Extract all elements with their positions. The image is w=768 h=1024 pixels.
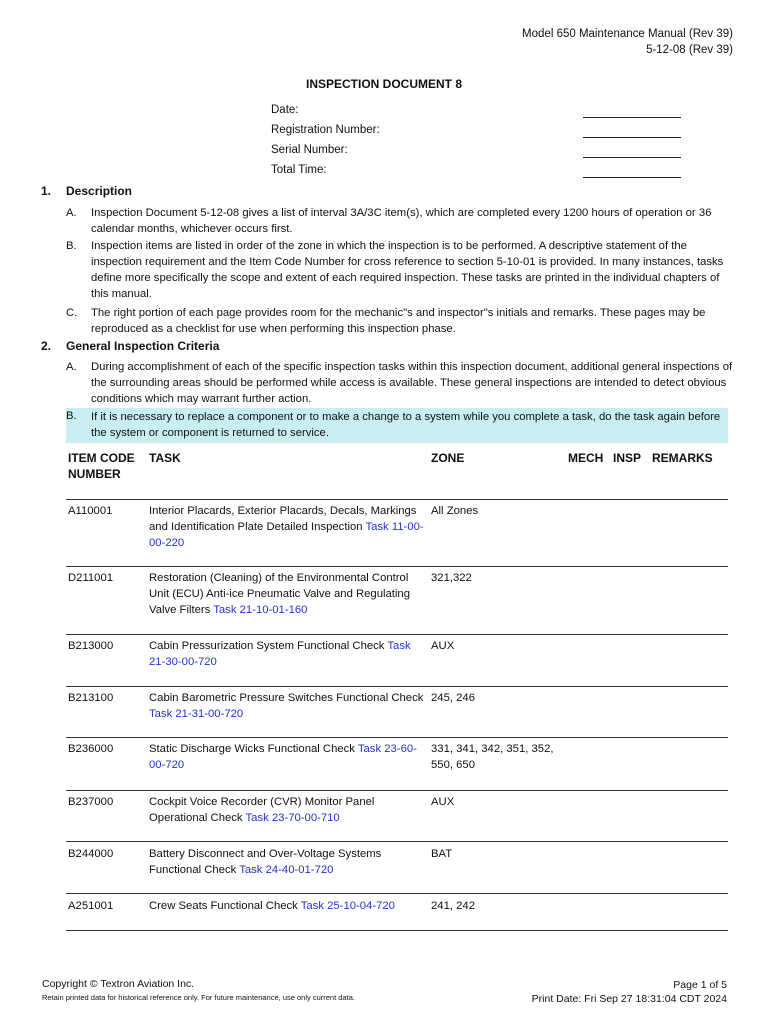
task-text: Crew Seats Functional Check <box>149 900 298 912</box>
total-time-blank <box>583 177 681 178</box>
zone-cell: 245, 246 <box>431 692 475 704</box>
page-footer-right <box>532 978 727 1006</box>
task-reference-link[interactable]: Task 23-70-00-710 <box>245 812 340 824</box>
print-date: Print Date: Fri Sep 27 18:31:04 CDT 2024 <box>531 993 727 1005</box>
page-number: Page 1 of 5 <box>673 979 727 991</box>
date-label: Date: <box>271 104 299 116</box>
task-cell <box>149 741 429 773</box>
zone-cell: 241, 242 <box>431 900 475 912</box>
task-reference-link[interactable]: Task 24-40-01-720 <box>239 864 334 876</box>
date-blank <box>583 117 681 118</box>
column-header-task: TASK <box>149 451 181 465</box>
item-code: B237000 <box>68 796 114 808</box>
header-text: NUMBER <box>68 467 121 481</box>
task-text: Battery Disconnect and Over-Voltage Systems Functional Check <box>149 848 382 876</box>
table-rule <box>66 841 728 842</box>
paragraph-letter: B. <box>66 410 77 422</box>
task-text: Cabin Barometric Pressure Switches Functional Check <box>149 692 424 704</box>
table-rule <box>66 566 728 567</box>
zone-cell: 331, 341, 342, 351, 352, 550, 650 <box>431 743 554 771</box>
task-text: Cockpit Voice Recorder (CVR) Monitor Panel Operational Check <box>149 796 375 824</box>
task-reference-link[interactable]: Task 21-10-01-160 <box>213 604 308 616</box>
zone-cell: All Zones <box>431 505 479 517</box>
paragraph-2a <box>66 359 736 407</box>
item-code: D211001 <box>68 572 114 584</box>
task-cell <box>149 898 429 914</box>
serial-number-blank <box>583 157 681 158</box>
paragraph-1b <box>66 238 736 302</box>
paragraph-letter: B. <box>66 240 77 252</box>
task-reference-link[interactable]: Task 21-31-00-720 <box>149 708 244 720</box>
document-revision: 5-12-08 (Rev 39) <box>646 44 733 56</box>
task-cell <box>149 846 429 878</box>
registration-number-label: Registration Number: <box>271 124 380 136</box>
task-text: Restoration (Cleaning) of the Environmental Control Unit (ECU) Anti-ice Pneumatic Valve and Regulating Valve Filters <box>149 572 410 616</box>
item-code: B213000 <box>68 640 114 652</box>
section-title: Description <box>66 184 133 198</box>
table-rule <box>66 634 728 635</box>
section-general-inspection-heading <box>41 339 219 353</box>
task-cell <box>149 570 429 618</box>
task-cell <box>149 638 429 670</box>
section-title: General Inspection Criteria <box>66 339 220 353</box>
paragraph-letter: C. <box>66 307 78 319</box>
item-code: A110001 <box>68 505 113 517</box>
item-code: B236000 <box>68 743 114 755</box>
item-code: B244000 <box>68 848 114 860</box>
paragraph-2b-highlighted <box>66 408 728 443</box>
paragraph-text: If it is necessary to replace a component or to make a change to a system while you complete a task, do the task again before the system or component is returned to service. <box>91 411 721 439</box>
item-code: B213100 <box>68 692 114 704</box>
zone-cell: AUX <box>431 640 455 652</box>
zone-cell: BAT <box>431 848 453 860</box>
column-header-insp: INSP <box>613 451 642 465</box>
zone-cell: 321,322 <box>431 572 472 584</box>
task-reference-link[interactable]: Task 21-30-00-720 <box>149 640 411 668</box>
item-code: A251001 <box>68 900 114 912</box>
serial-number-label: Serial Number: <box>271 144 348 156</box>
section-description-heading <box>41 184 132 198</box>
task-reference-link[interactable]: Task 25-10-04-720 <box>300 900 395 912</box>
table-rule <box>66 686 728 687</box>
task-reference-link[interactable]: Task 11-00-00-220 <box>149 521 424 549</box>
task-reference-link[interactable]: Task 23-60-00-720 <box>149 743 417 771</box>
document-header <box>522 26 733 58</box>
page-title: INSPECTION DOCUMENT 8 <box>305 77 462 91</box>
header-text: ITEM CODE <box>68 451 135 465</box>
paragraph-1a <box>66 205 736 237</box>
manual-title: Model 650 Maintenance Manual (Rev 39) <box>522 28 733 40</box>
column-header-remarks: REMARKS <box>652 451 713 465</box>
paragraph-letter: A. <box>66 207 77 219</box>
table-rule <box>66 930 728 931</box>
paragraph-text: Inspection items are listed in order of the zone in which the inspection is to be performed. A descriptive statement of the inspection requirement and the Item Code Number for cross reference to section 5-10-01 is provided. In many instances, tasks define more specifically the scope and extent of each required inspection. These tasks are printed in the individual chapters of this manual. <box>91 240 724 300</box>
table-rule <box>66 893 728 894</box>
paragraph-1c <box>66 305 736 337</box>
column-header-zone: ZONE <box>431 451 465 465</box>
registration-number-blank <box>583 137 681 138</box>
task-cell <box>149 690 429 722</box>
paragraph-letter: A. <box>66 361 77 373</box>
table-rule <box>66 790 728 791</box>
column-header-mech: MECH <box>568 451 604 465</box>
table-rule <box>66 499 728 500</box>
zone-cell: AUX <box>431 796 455 808</box>
task-text: Static Discharge Wicks Functional Check <box>149 743 355 755</box>
total-time-label: Total Time: <box>271 164 327 176</box>
paragraph-text: Inspection Document 5-12-08 gives a list of interval 3A/3C item(s), which are completed every 1200 hours of operation or 36 calendar months, whichever occurs first. <box>91 207 712 235</box>
copyright-notice: Copyright © Textron Aviation Inc. <box>42 978 195 990</box>
retention-notice: Retain printed data for historical reference only. For future maintenance, use only current data. <box>42 993 355 1002</box>
task-text: Cabin Pressurization System Functional Check <box>149 640 385 652</box>
section-number: 2. <box>41 339 52 353</box>
paragraph-text: During accomplishment of each of the specific inspection tasks within this inspection document, additional general inspections of the surrounding areas should be performed while access is available. These general inspections are intended to detect obvious conditions which may warrant further action. <box>91 361 733 405</box>
column-header-item-code <box>68 450 135 482</box>
task-text: Interior Placards, Exterior Placards, Decals, Markings and Identification Plate Detailed Inspection <box>149 505 417 533</box>
task-cell <box>149 794 429 826</box>
section-number: 1. <box>41 184 52 198</box>
table-rule <box>66 737 728 738</box>
paragraph-text: The right portion of each page provides room for the mechanic"s and inspector"s initials and remarks. These pages may be reproduced as a checklist for use when performing this inspection phase. <box>91 307 706 335</box>
task-cell <box>149 503 429 551</box>
